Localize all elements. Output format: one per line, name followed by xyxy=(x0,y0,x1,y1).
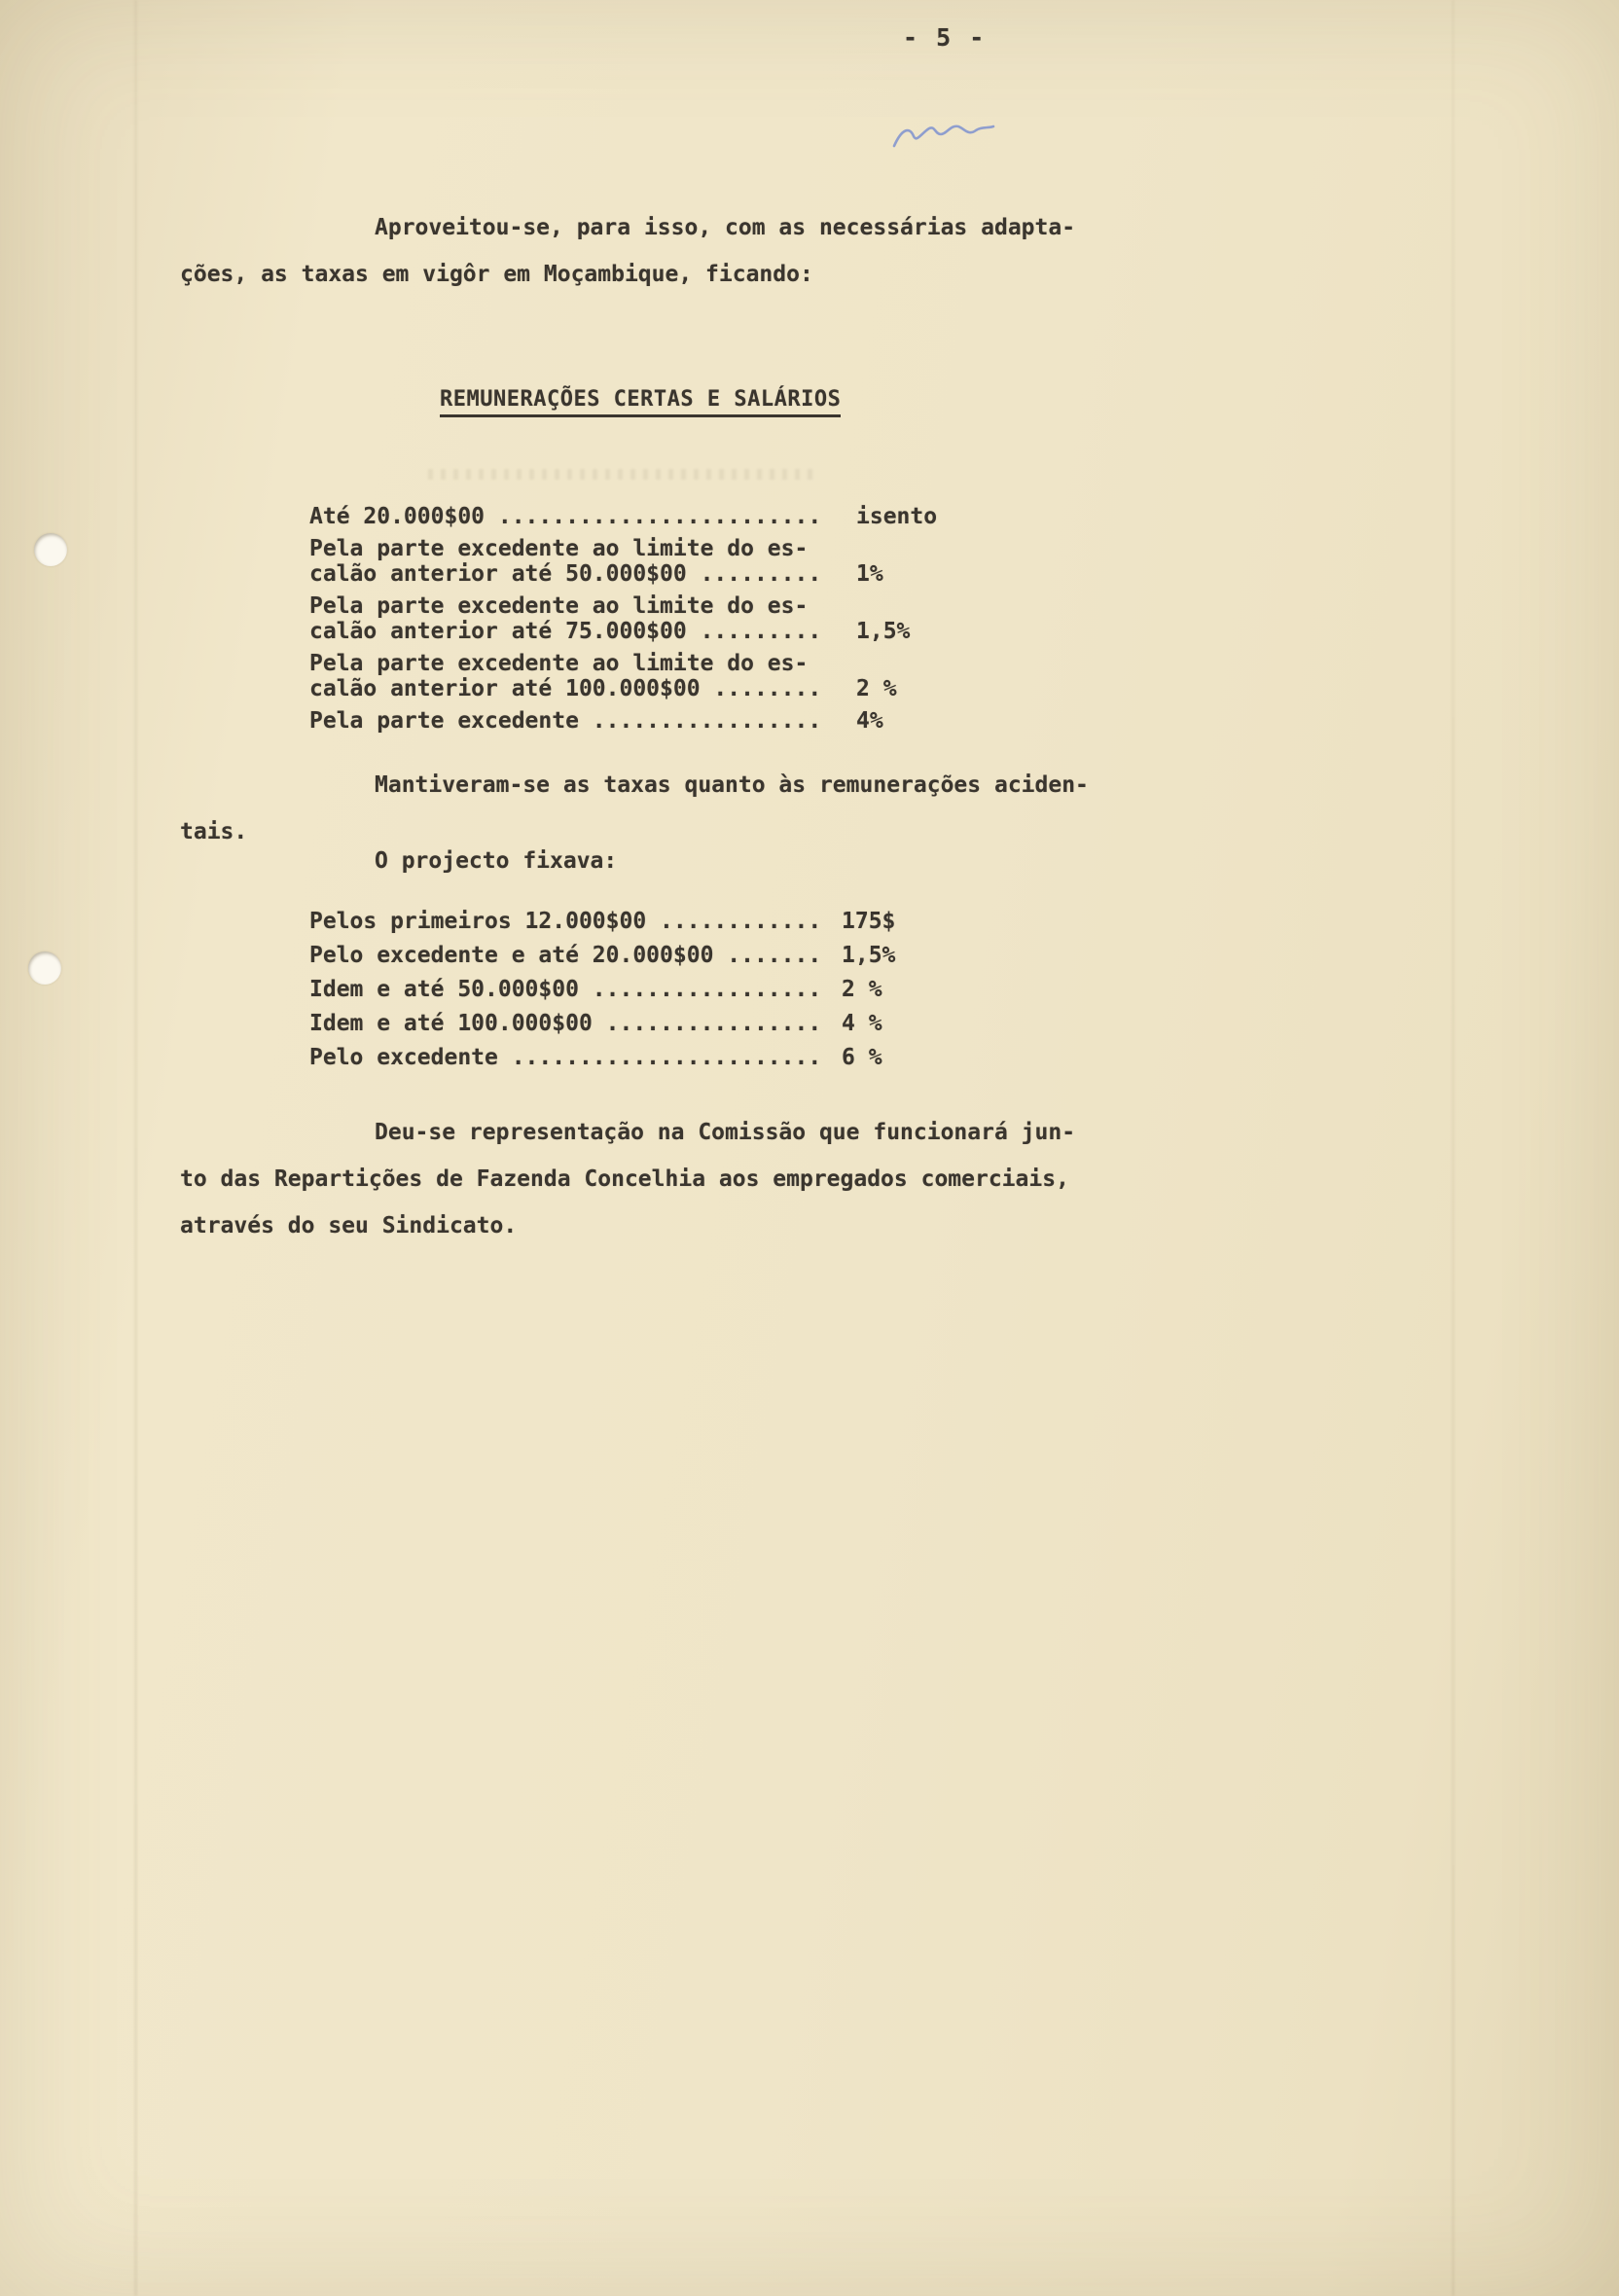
rate-label: Pela parte excedente ................. xyxy=(309,708,822,734)
table-row xyxy=(309,536,1088,587)
rate-value: isento xyxy=(856,504,938,529)
pen-mark-icon xyxy=(890,113,997,160)
project-rate-label: Pelo excedente e até 20.000$00 ....... xyxy=(309,943,822,968)
punch-hole-bottom xyxy=(28,951,61,985)
rate-label: Pela parte excedente ao limite do es- xyxy=(309,593,809,619)
paper-crease-left xyxy=(134,0,137,2296)
ghost-text-smudge xyxy=(428,469,817,480)
table-row xyxy=(309,504,1088,529)
rate-value: 1,5% xyxy=(856,619,911,644)
project-rate-value: 1,5% xyxy=(842,943,896,968)
acidentais-paragraph xyxy=(180,762,1202,855)
table-row xyxy=(309,939,1088,973)
rate-label: calão anterior até 50.000$00 ......... xyxy=(309,561,822,587)
intro-paragraph xyxy=(180,204,1143,298)
rates-table xyxy=(309,504,1088,740)
acidentais-line-2: tais. xyxy=(180,819,248,844)
project-table xyxy=(309,905,1088,1075)
project-rate-value: 175$ xyxy=(842,909,896,934)
rate-value: 4% xyxy=(856,708,883,734)
closing-line-2: to das Repartições de Fazenda Concelhia aos empregados comerciais, xyxy=(180,1166,1069,1192)
rate-value: 1% xyxy=(856,561,883,587)
project-label: O projecto fixava: xyxy=(375,848,618,874)
table-row xyxy=(309,708,1088,734)
project-rate-label: Idem e até 100.000$00 ................ xyxy=(309,1011,822,1036)
table-row xyxy=(309,651,1088,701)
acidentais-line-1: Mantiveram-se as taxas quanto às remunerações aciden- xyxy=(375,772,1089,798)
table-row xyxy=(309,593,1088,644)
rate-label: Pela parte excedente ao limite do es- xyxy=(309,536,809,561)
project-rate-label: Idem e até 50.000$00 ................. xyxy=(309,977,822,1002)
intro-line-2: ções, as taxas em vigôr em Moçambique, ficando: xyxy=(180,262,813,287)
table-row xyxy=(309,905,1088,939)
section-heading: REMUNERAÇÕES CERTAS E SALÁRIOS xyxy=(440,387,841,417)
intro-line-1: Aproveitou-se, para isso, com as necessárias adapta- xyxy=(375,215,1076,240)
paper-crease-right xyxy=(1452,0,1455,2296)
table-row xyxy=(309,973,1088,1007)
table-row xyxy=(309,1007,1088,1041)
project-rate-label: Pelos primeiros 12.000$00 ............ xyxy=(309,909,822,934)
rate-label: calão anterior até 100.000$00 ........ xyxy=(309,676,822,701)
punch-hole-top xyxy=(34,533,67,566)
rate-value: 2 % xyxy=(856,676,897,701)
rate-label: Até 20.000$00 ........................ xyxy=(309,504,822,529)
closing-paragraph xyxy=(180,1109,1202,1249)
table-row xyxy=(309,1041,1088,1075)
closing-line-1: Deu-se representação na Comissão que funcionará jun- xyxy=(375,1120,1076,1145)
project-rate-value: 6 % xyxy=(842,1045,882,1070)
page-number: - 5 - xyxy=(903,23,987,52)
rate-label: calão anterior até 75.000$00 ......... xyxy=(309,619,822,644)
project-rate-label: Pelo excedente ....................... xyxy=(309,1045,822,1070)
project-rate-value: 4 % xyxy=(842,1011,882,1036)
project-rate-value: 2 % xyxy=(842,977,882,1002)
closing-line-3: através do seu Sindicato. xyxy=(180,1213,518,1238)
rate-label: Pela parte excedente ao limite do es- xyxy=(309,651,809,676)
